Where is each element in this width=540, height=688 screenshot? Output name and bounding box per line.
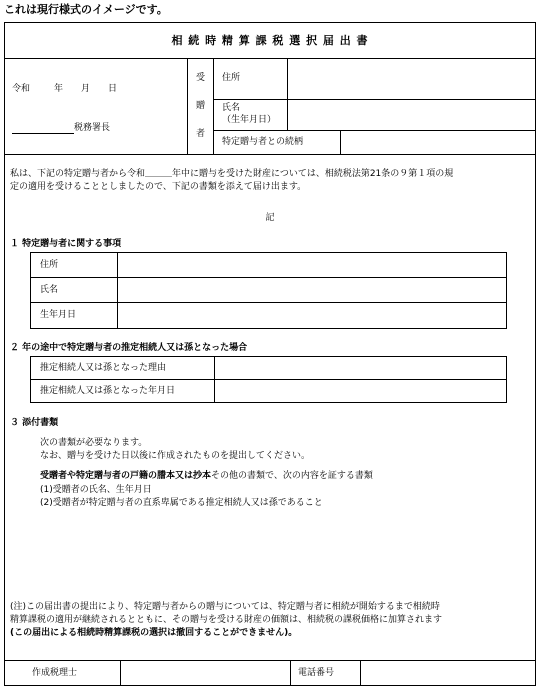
section2-row-date: 推定相続人又は孫となった年月日 (40, 386, 176, 396)
section1-row-address: 住所 (40, 260, 59, 270)
statement-line2: 定の適用を受けることとしましたので、下記の書類を添えて届け出ます。 (10, 182, 307, 192)
office-suffix: 税務署長 (74, 123, 111, 133)
section3-documents-line (40, 470, 373, 482)
recipient-birthdate-label: （生年月日） (222, 115, 277, 125)
section1-heading: １ 特定贈与者に関する事項 (10, 239, 122, 249)
section3-line2: なお、贈与を受けた日以後に作成されたものを提出してください。 (40, 451, 311, 461)
note-line3: (この届出による相続時精算課税の選択は撤回することができません)。 (10, 628, 298, 638)
note-line2: 精算課税の適用が継続されるとともに、その贈与を受ける財産の価額は、相続税の課税価格に加算されます (10, 615, 443, 625)
footer-phone-label: 電話番号 (298, 668, 335, 678)
recipient-vertical-label: 受 贈 者 (195, 73, 205, 139)
recipient-address-label: 住所 (222, 73, 241, 83)
section3-line1: 次の書類が必要なります。 (40, 438, 148, 448)
section3-item1: (1)受贈者の氏名、生年月日 (40, 485, 152, 495)
section3-bold-text: 受贈者や特定贈与者の戸籍の謄本又は抄本 (40, 471, 212, 481)
date-line: 令和 年 月 日 (12, 84, 118, 94)
ki-label: 記 (265, 213, 275, 223)
section2-row-reason: 推定相続人又は孫となった理由 (40, 363, 167, 373)
footer-preparer-label: 作成税理士 (32, 668, 78, 678)
office-line (12, 122, 110, 134)
recipient-name-label: 氏名 (222, 103, 241, 113)
section3-item2: (2)受贈者が特定贈与者の直系卑属である推定相続人又は孫であること (40, 498, 323, 508)
section1-row-birthdate: 生年月日 (40, 310, 77, 320)
section2-heading: ２ 年の途中で特定贈与者の推定相続人又は孫となった場合 (10, 343, 248, 353)
relationship-label: 特定贈与者との続柄 (222, 137, 304, 147)
statement-line1: 私は、下記の特定贈与者から令和＿＿＿年中に贈与を受けた財産については、相続税法第21条の９第１項の規 (10, 169, 454, 179)
form-title: 相 続 時 精 算 課 税 選 択 届 出 書 (171, 34, 369, 47)
section1-table (30, 252, 507, 329)
section1-row-name: 氏名 (40, 285, 59, 295)
header-note: これは現行様式のイメージです。 (4, 3, 168, 16)
note-line1: (注)この届出書の提出により、特定贈与者からの贈与については、特定贈与者に相続が開始するまで相続時 (10, 602, 440, 612)
section3-normal-text: その他の書類で、次の内容を証する書類 (211, 471, 373, 481)
section3-heading: ３ 添付書類 (10, 418, 59, 428)
